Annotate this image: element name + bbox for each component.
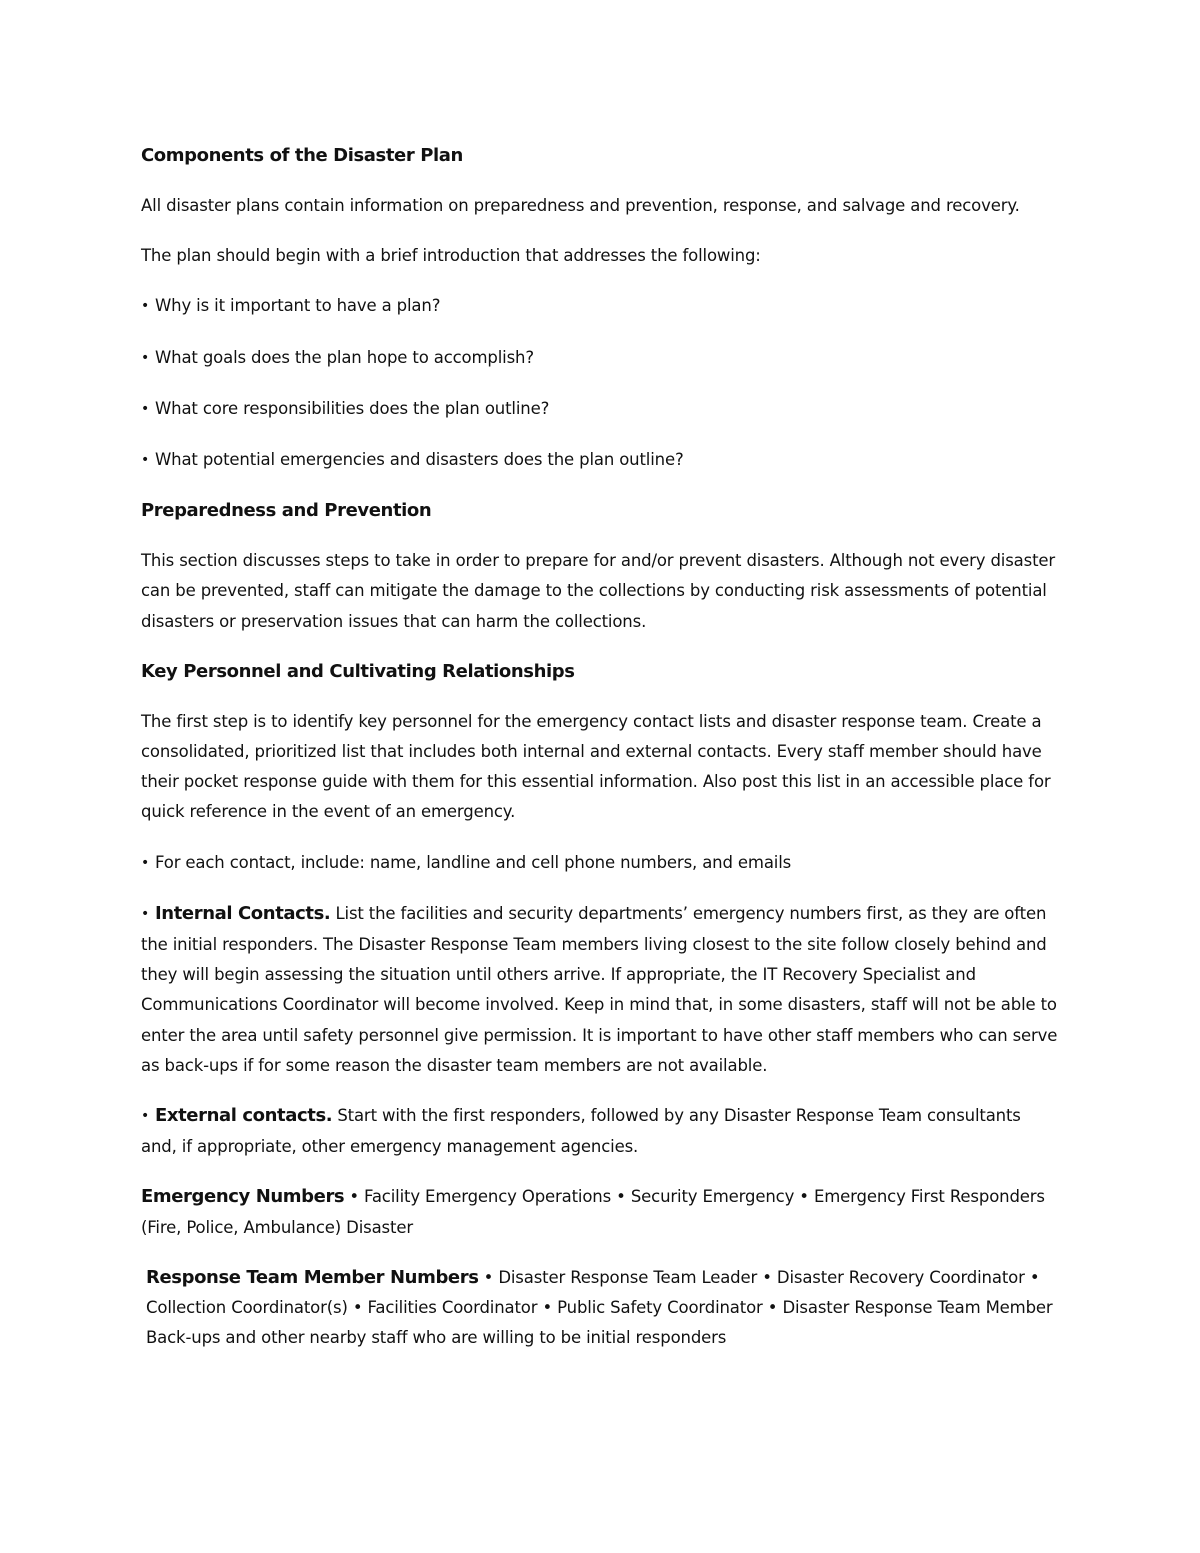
section-heading-components: Components of the Disaster Plan [141,145,463,166]
preparedness-paragraph: This section discusses steps to take in order to prepare for and/or prevent disasters. Although not every disaster can be prevented, staff can mitigate the damage to the collections by conducting risk assessments of potential disasters or preservation issues that can harm the collections. [141,551,1056,631]
bullet-text: For each contact, include: name, landline and cell phone numbers, and emails [155,852,792,872]
intro-paragraph: All disaster plans contain information on preparedness and prevention, response, and salvage and recovery. [141,196,1020,215]
emergency-numbers-label: Emergency Numbers [141,1186,345,1208]
key-personnel-paragraph: The first step is to identify key personnel for the emergency contact lists and disaster response team. Create a consolidated, prioritized list that includes both internal and external contacts. Every staff member should have their pocket response guide with them for this essential information. Also post this list in an accessible place for quick reference in the event of an emergency. [141,711,1051,822]
bullet-item [141,291,1061,322]
bullet-text: What core responsibilities does the plan outline? [155,398,550,418]
internal-contacts-paragraph [141,899,1061,1081]
bullet-text: Why is it important to have a plan? [155,296,441,316]
bullet-item [141,445,1061,476]
external-contacts-text: Start with the first responders, followed by any Disaster Response Team consultants and, if appropriate, other emergency management agencies. [141,1106,1021,1157]
bullet-icon: • [141,1108,150,1125]
bullet-icon: • [141,349,150,366]
bullet-text: What potential emergencies and disasters does the plan outline? [155,450,684,470]
response-team-label: Response Team Member Numbers [146,1266,479,1288]
internal-contacts-text: List the facilities and security departments’ emergency numbers first, as they are often the initial responders. The Disaster Response Team members living closest to the site follow closely behind and they will begin assessing the situation until others arrive. If appropriate, the IT Recovery Specialist and Communications Coordinator will become involved. Keep in mind that, in some disasters, staff will not be able to enter the area until safety personnel give permission. It is important to have other staff members who can serve as back-ups if for some reason the disaster team members are not available. [141,903,1058,1075]
bullet-icon: • [141,452,150,469]
response-team-paragraph [141,1263,1061,1354]
section-heading-preparedness: Preparedness and Prevention [141,500,432,522]
response-team-text: • Disaster Response Team Leader • Disaster Recovery Coordinator • Collection Coordinator(s) • Facilities Coordinator • Public Safety Coordinator • Disaster Response Team Member Back-ups and other nearby staff who are willing to be initial responders [146,1267,1053,1348]
document-page [141,141,1061,1353]
emergency-numbers-paragraph [141,1182,1061,1242]
bullet-text: What goals does the plan hope to accomplish? [155,347,534,367]
bullet-item [141,343,1061,374]
bullet-icon: • [141,400,150,417]
external-contacts-paragraph [141,1101,1061,1162]
internal-contacts-label: Internal Contacts. [155,902,331,924]
contact-bullet [141,848,1061,879]
external-contacts-label: External contacts. [155,1105,333,1127]
bullet-icon: • [141,854,150,871]
bullet-icon: • [141,905,150,922]
bullet-icon: • [141,298,150,315]
emergency-numbers-text: • Facility Emergency Operations • Security Emergency • Emergency First Responders (Fire, Police, Ambulance) Disaster [141,1187,1045,1237]
intro-lead-paragraph: The plan should begin with a brief introduction that addresses the following: [141,246,761,266]
bullet-item [141,394,1061,425]
section-heading-key-personnel: Key Personnel and Cultivating Relationships [141,660,575,682]
